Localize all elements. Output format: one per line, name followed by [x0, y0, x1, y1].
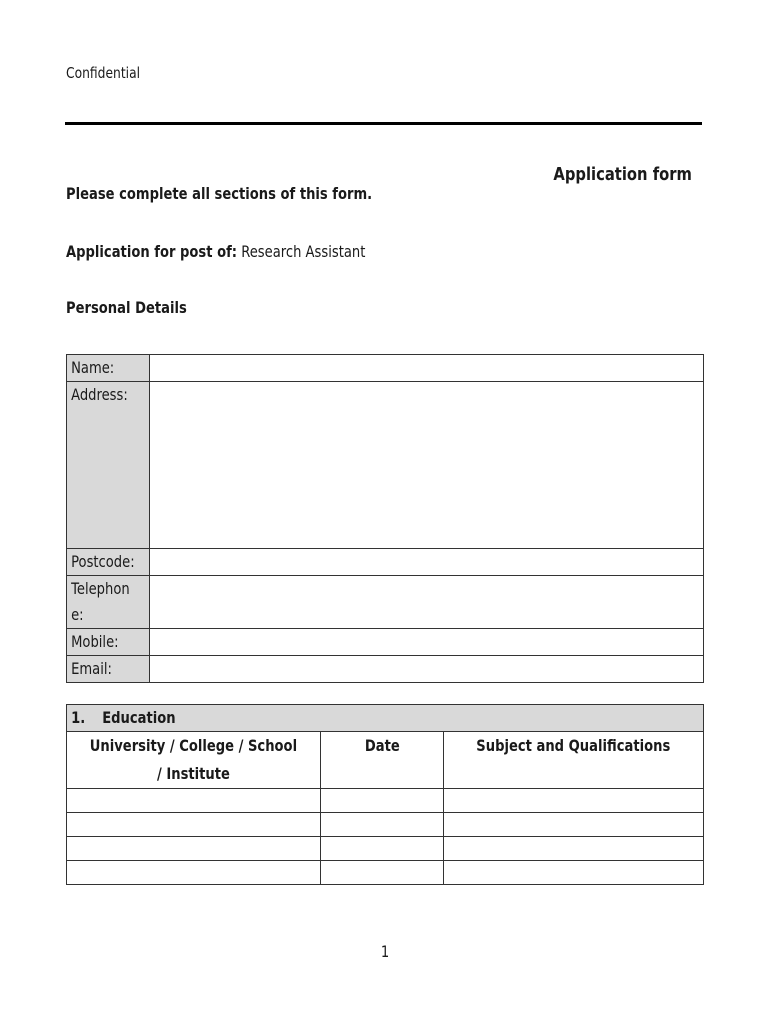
post-value: Research Assistant: [241, 242, 366, 261]
postcode-label-cell: [67, 549, 150, 576]
name-label-cell: [67, 355, 150, 382]
address-label: Address:: [71, 385, 128, 404]
institution-cell[interactable]: [67, 813, 321, 837]
institution-cell[interactable]: [67, 789, 321, 813]
postcode-label: Postcode:: [71, 552, 135, 571]
table-row: [67, 813, 704, 837]
email-row: [67, 656, 704, 683]
table-row: [67, 789, 704, 813]
post-line: [66, 242, 365, 261]
form-instructions: Please complete all sections of this form.: [66, 184, 373, 203]
date-cell[interactable]: [320, 837, 443, 861]
postcode-field[interactable]: [150, 549, 704, 576]
mobile-row: [67, 629, 704, 656]
confidential-label: Confidential: [66, 64, 141, 82]
name-row: [67, 355, 704, 382]
mobile-label: Mobile:: [71, 632, 119, 651]
table-row: [67, 837, 704, 861]
education-section-row: [67, 705, 704, 732]
postcode-row: [67, 549, 704, 576]
email-label-cell: [67, 656, 150, 683]
header-rule: [65, 122, 702, 125]
name-field[interactable]: [150, 355, 704, 382]
email-label: Email:: [71, 659, 112, 678]
page-number: 1: [380, 942, 390, 961]
education-section-number: 1.: [71, 708, 86, 727]
date-cell[interactable]: [320, 789, 443, 813]
date-cell[interactable]: [320, 813, 443, 837]
education-section-title: Education: [102, 708, 176, 727]
post-label: Application for post of:: [66, 242, 238, 261]
address-row: [67, 382, 704, 549]
education-section-cell: [67, 705, 704, 732]
institution-cell[interactable]: [67, 837, 321, 861]
name-label: Name:: [71, 358, 115, 377]
education-header-row: [67, 732, 704, 789]
email-field[interactable]: [150, 656, 704, 683]
date-cell[interactable]: [320, 861, 443, 885]
subject-cell[interactable]: [443, 789, 703, 813]
institution-cell[interactable]: [67, 861, 321, 885]
date-column-header: Date: [320, 732, 443, 789]
telephone-row: [67, 576, 704, 629]
education-table: [66, 704, 704, 885]
mobile-field[interactable]: [150, 629, 704, 656]
address-field[interactable]: [150, 382, 704, 549]
subject-cell[interactable]: [443, 813, 703, 837]
subject-cell[interactable]: [443, 861, 703, 885]
form-title: Application form: [553, 164, 692, 185]
subject-column-header: Subject and Qualifications: [443, 732, 703, 789]
personal-details-table: [66, 354, 704, 683]
address-label-cell: [67, 382, 150, 549]
telephone-label-line1: Telephon: [71, 579, 130, 598]
telephone-field[interactable]: [150, 576, 704, 629]
mobile-label-cell: [67, 629, 150, 656]
telephone-label-line2: e:: [71, 605, 84, 624]
subject-cell[interactable]: [443, 837, 703, 861]
personal-details-heading: Personal Details: [66, 298, 187, 317]
institution-column-header: University / College / School / Institute: [67, 732, 321, 789]
table-row: [67, 861, 704, 885]
telephone-label-cell: [67, 576, 150, 629]
